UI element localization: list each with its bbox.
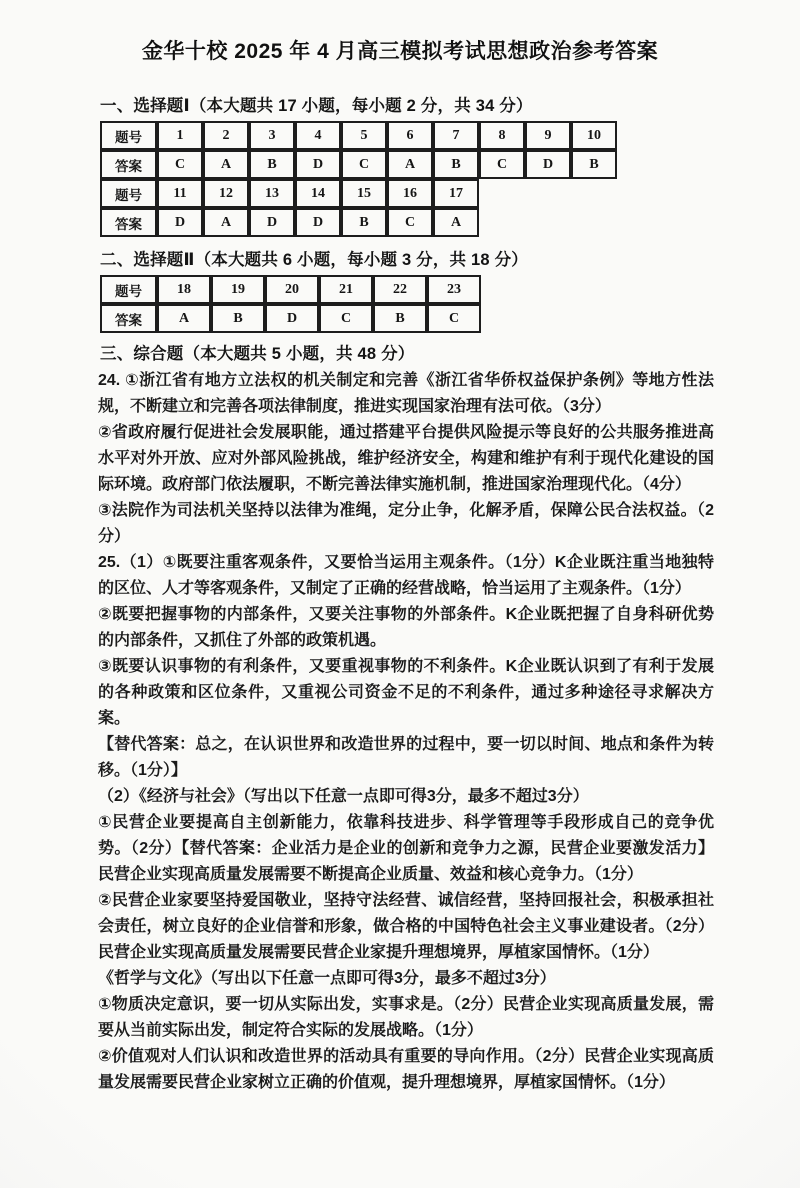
answer-cell: A bbox=[157, 304, 211, 333]
answer-paragraph: ③既要认识事物的有利条件，又要重视事物的不利条件。K企业既认识到了有利于发展的各种政策和区位条件，又重视公司资金不足的不利条件，通过多种途径寻求解决方案。 bbox=[98, 658, 714, 727]
answer-cell: B bbox=[211, 304, 265, 333]
section-1-heading: 一、选择题Ⅰ（本大题共 17 小题，每小题 2 分，共 34 分） bbox=[100, 97, 533, 115]
answer-paragraph: ②价值观对人们认识和改造世界的活动具有重要的导向作用。（2分）民营企业实现高质量发展需要民营企业家树立正确的价值观，提升理想境界，厚植家国情怀。（1分） bbox=[98, 1048, 714, 1091]
question-number-cell: 8 bbox=[479, 121, 525, 150]
question-number-cell: 17 bbox=[433, 179, 479, 208]
answer-cell: A bbox=[387, 150, 433, 179]
answer-cell: D bbox=[295, 150, 341, 179]
answer-cell: D bbox=[295, 208, 341, 237]
answer-cell: B bbox=[433, 150, 479, 179]
question-number-cell: 18 bbox=[157, 275, 211, 304]
section-2-heading: 二、选择题Ⅱ（本大题共 6 小题，每小题 3 分，共 18 分） bbox=[100, 251, 528, 269]
answer-paragraph: 【替代答案：总之，在认识世界和改造世界的过程中，要一切以时间、地点和条件为转移。（1分）】 bbox=[98, 736, 714, 779]
question-number-cell: 14 bbox=[295, 179, 341, 208]
answer-cell: D bbox=[525, 150, 571, 179]
answer-paragraph: ②民营企业家要坚持爱国敬业，坚持守法经营、诚信经营，坚持回报社会，积极承担社会责任，树立良好的企业信誉和形象，做合格的中国特色社会主义事业建设者。（2分）民营企业实现高质量发展需要民营企业家提升理想境界，厚植家国情怀。（1分） bbox=[98, 892, 714, 961]
answer-cell: D bbox=[157, 208, 203, 237]
question-number-cell: 3 bbox=[249, 121, 295, 150]
question-number-cell: 15 bbox=[341, 179, 387, 208]
row-label-cell: 答案 bbox=[100, 150, 157, 179]
answer-paragraph: 25.（1）①既要注重客观条件，又要恰当运用主观条件。（1分）K企业既注重当地独特的区位、人才等客观条件，又制定了正确的经营战略，恰当运用了主观条件。（1分） bbox=[98, 554, 714, 597]
answer-paragraph: 24. ①浙江省有地方立法权的机关制定和完善《浙江省华侨权益保护条例》等地方性法规，不断建立和完善各项法律制度，推进实现国家治理有法可依。（3分） bbox=[98, 372, 714, 415]
answer-cell: B bbox=[341, 208, 387, 237]
question-number-cell: 6 bbox=[387, 121, 433, 150]
answer-cell: B bbox=[373, 304, 427, 333]
question-number-cell: 22 bbox=[373, 275, 427, 304]
answer-paragraph: ②既要把握事物的内部条件，又要关注事物的外部条件。K企业既把握了自身科研优势的内部条件，又抓住了外部的政策机遇。 bbox=[98, 606, 714, 649]
section-3-heading: 三、综合题（本大题共 5 小题，共 48 分） bbox=[100, 345, 415, 363]
question-number-cell: 21 bbox=[319, 275, 373, 304]
question-number-cell: 19 bbox=[211, 275, 265, 304]
answer-cell: B bbox=[249, 150, 295, 179]
question-number-cell: 5 bbox=[341, 121, 387, 150]
question-number-cell: 10 bbox=[571, 121, 617, 150]
table-row bbox=[100, 208, 617, 237]
question-number-cell: 13 bbox=[249, 179, 295, 208]
question-number-cell: 2 bbox=[203, 121, 249, 150]
answer-table-1 bbox=[100, 121, 617, 237]
answer-cell: A bbox=[433, 208, 479, 237]
document-body bbox=[98, 92, 714, 1096]
row-label-cell: 题号 bbox=[100, 121, 157, 150]
row-label-cell: 答案 bbox=[100, 208, 157, 237]
question-number-cell: 12 bbox=[203, 179, 249, 208]
row-label-cell: 题号 bbox=[100, 275, 157, 304]
answer-cell: B bbox=[571, 150, 617, 179]
question-number-cell: 16 bbox=[387, 179, 433, 208]
answer-cell: A bbox=[203, 150, 249, 179]
answer-cell: C bbox=[427, 304, 481, 333]
question-number-cell: 9 bbox=[525, 121, 571, 150]
answer-paragraph: ①物质决定意识，要一切从实际出发，实事求是。（2分）民营企业实现高质量发展，需要从当前实际出发，制定符合实际的发展战略。（1分） bbox=[98, 996, 714, 1039]
table-row bbox=[100, 275, 481, 304]
table-row bbox=[100, 179, 617, 208]
row-label-cell: 题号 bbox=[100, 179, 157, 208]
question-number-cell: 23 bbox=[427, 275, 481, 304]
answer-paragraph: ②省政府履行促进社会发展职能，通过搭建平台提供风险提示等良好的公共服务推进高水平对外开放、应对外部风险挑战，维护经济安全，构建和维护有利于现代化建设的国际环境。政府部门依法履职，不断完善法律实施机制，推进国家治理现代化。（4分） bbox=[98, 424, 714, 493]
answer-cell: C bbox=[479, 150, 525, 179]
page-title: 金华十校 2025 年 4 月高三模拟考试思想政治参考答案 bbox=[141, 40, 659, 63]
answer-cell: C bbox=[387, 208, 433, 237]
question-number-cell: 4 bbox=[295, 121, 341, 150]
answer-paragraph: 《哲学与文化》（写出以下任意一点即可得3分，最多不超过3分） bbox=[98, 970, 556, 987]
answer-paragraph: ①民营企业要提高自主创新能力，依靠科技进步、科学管理等手段形成自己的竞争优势。（2分）【替代答案：企业活力是企业的创新和竞争力之源，民营企业要激发活力】民营企业实现高质量发展需要不断提高企业质量、效益和核心竞争力。（1分） bbox=[98, 814, 714, 883]
answer-cell: C bbox=[319, 304, 373, 333]
answer-table-2 bbox=[100, 275, 481, 333]
table-row bbox=[100, 121, 617, 150]
question-number-cell: 7 bbox=[433, 121, 479, 150]
comprehensive-answers bbox=[98, 368, 714, 1096]
answer-cell: D bbox=[249, 208, 295, 237]
question-number-cell: 11 bbox=[157, 179, 203, 208]
question-number-cell: 20 bbox=[265, 275, 319, 304]
answer-paragraph: （2）《经济与社会》（写出以下任意一点即可得3分，最多不超过3分） bbox=[98, 788, 589, 805]
table-row bbox=[100, 150, 617, 179]
answer-cell: D bbox=[265, 304, 319, 333]
question-number-cell: 1 bbox=[157, 121, 203, 150]
table-row bbox=[100, 304, 481, 333]
answer-paragraph: ③法院作为司法机关坚持以法律为准绳，定分止争，化解矛盾，保障公民合法权益。（2分） bbox=[98, 502, 714, 545]
answer-cell: C bbox=[157, 150, 203, 179]
answer-cell: C bbox=[341, 150, 387, 179]
answer-cell: A bbox=[203, 208, 249, 237]
row-label-cell: 答案 bbox=[100, 304, 157, 333]
